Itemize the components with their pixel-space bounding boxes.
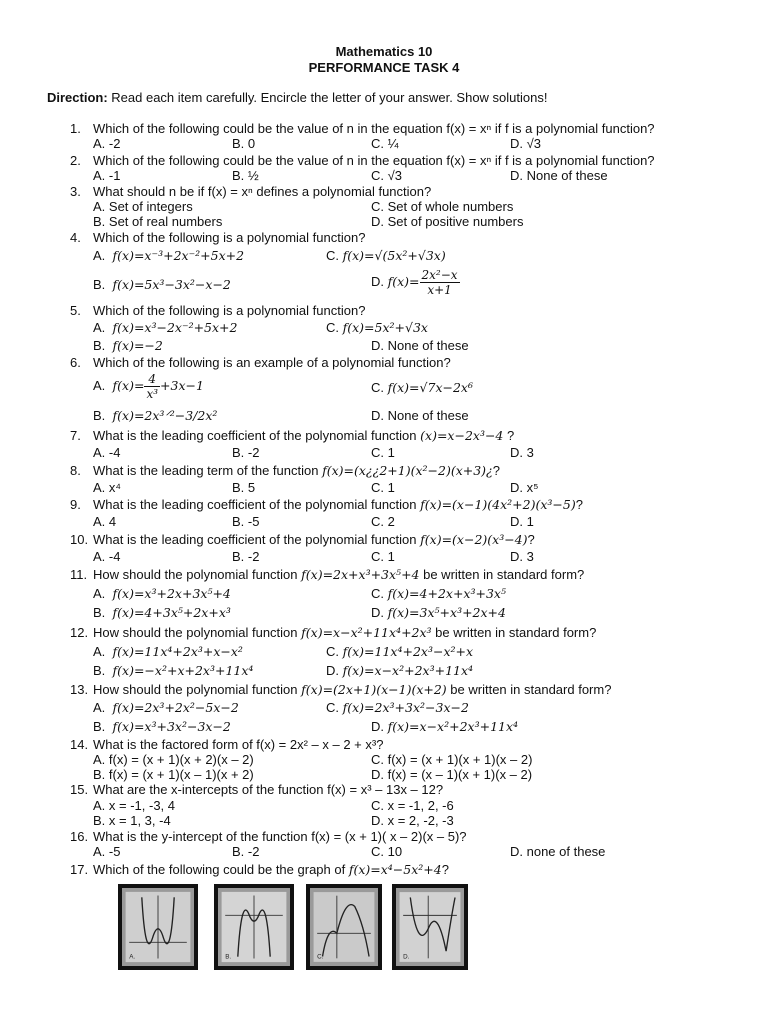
opt-expr: +3x−1 <box>160 377 204 393</box>
opt-expr: f(x)=x−x²+2x³+11x⁴ <box>342 663 474 678</box>
opt-expr: f(x)=4+2x+x³+3x⁵ <box>387 586 506 601</box>
option[interactable]: D. x⁵ <box>510 480 539 495</box>
option[interactable]: C. √3 <box>371 168 402 183</box>
option[interactable]: B. 0 <box>232 136 256 151</box>
option[interactable]: B. -2 <box>232 844 260 859</box>
q-number: 14. <box>70 737 89 752</box>
opt-expr: f(x)=5x³−3x²−x−2 <box>112 277 231 292</box>
q-number: 3. <box>70 184 81 199</box>
q-number: 13. <box>70 682 89 697</box>
q-text: How should the polynomial function <box>93 682 298 697</box>
header-line-1: Mathematics 10 <box>335 44 433 59</box>
option[interactable] <box>93 320 237 335</box>
question-3 <box>70 184 431 199</box>
option[interactable] <box>371 380 473 395</box>
option[interactable]: D. x = 2, -2, -3 <box>371 813 454 828</box>
graph-c-image <box>310 888 378 966</box>
option[interactable] <box>93 719 231 734</box>
question-14 <box>70 737 383 752</box>
q-number: 1. <box>70 121 81 136</box>
fraction <box>144 372 160 401</box>
option[interactable]: C. 2 <box>371 514 395 529</box>
option[interactable] <box>93 372 204 401</box>
q-function: f(x)=x−x²+11x⁴+2x³ <box>301 625 432 640</box>
opt-expr: f(x)=3x⁵+x³+2x+4 <box>387 605 506 620</box>
opt-expr: f(x)=−x²+x+2x³+11x⁴ <box>112 663 254 678</box>
option[interactable]: A. -2 <box>93 136 121 151</box>
option[interactable] <box>93 644 243 659</box>
opt-expr: f(x)=2x³+2x²−5x−2 <box>112 700 239 715</box>
q-number: 10. <box>70 532 89 547</box>
opt-expr: f(x)=11x⁴+2x³−x²+x <box>342 644 474 659</box>
opt-expr: f(x)= <box>387 273 420 289</box>
option[interactable]: A. Set of integers <box>93 199 193 214</box>
q-text: What are the x-intercepts of the function f(x) = x³ – 13x – 12? <box>93 782 444 797</box>
option[interactable]: C. 1 <box>371 480 395 495</box>
q-text: Which of the following is a polynomial function? <box>93 230 366 245</box>
question-6 <box>70 355 451 370</box>
q-tail: ? <box>575 497 583 512</box>
q-number: 4. <box>70 230 81 245</box>
option[interactable]: C. f(x) = (x + 1)(x + 1)(x – 2) <box>371 752 533 767</box>
opt-letter: B. <box>93 277 106 292</box>
option[interactable] <box>93 700 239 715</box>
q-tail: ? <box>527 532 535 547</box>
q-function: f(x)=(x¿¿2+1)(x²−2)(x+3)¿ <box>322 463 493 478</box>
opt-letter: A. <box>93 320 106 335</box>
opt-expr: f(x)=−2 <box>112 338 163 353</box>
opt-letter: D. <box>371 605 384 620</box>
q-number: 11. <box>70 567 88 582</box>
denominator: x+1 <box>427 283 452 297</box>
q-function: f(x)=(x−2)(x³−4) <box>420 532 528 547</box>
option[interactable]: B. 5 <box>232 480 256 495</box>
q-function: f(x)=2x+x³+3x⁵+4 <box>301 567 420 582</box>
opt-expr: f(x)=4+3x⁵+2x+x³ <box>112 605 231 620</box>
opt-letter: B. <box>93 719 106 734</box>
option[interactable]: B. Set of real numbers <box>93 214 223 229</box>
q-tail: be written in standard form? <box>431 625 597 640</box>
option[interactable] <box>326 248 446 263</box>
opt-expr: f(x)=2x³+3x²−3x−2 <box>342 700 469 715</box>
option[interactable]: A. 4 <box>93 514 117 529</box>
option[interactable]: B. f(x) = (x + 1)(x – 1)(x + 2) <box>93 767 254 782</box>
q-text: How should the polynomial function <box>93 567 298 582</box>
question-1 <box>70 121 655 136</box>
graph-label: D. <box>403 953 410 961</box>
question-8 <box>70 463 500 478</box>
numerator: 4 <box>144 372 160 387</box>
option[interactable]: A. x = -1, -3, 4 <box>93 798 176 813</box>
graph-label: C. <box>317 953 324 961</box>
opt-letter: B. <box>93 663 106 678</box>
option[interactable] <box>326 320 428 335</box>
opt-expr: f(x)=x³+3x²−3x−2 <box>112 719 231 734</box>
option[interactable]: C. ¼ <box>371 136 399 151</box>
opt-letter: C. <box>371 380 384 395</box>
option[interactable] <box>326 644 473 659</box>
opt-expr: f(x)=√7x−2x⁶ <box>387 380 473 395</box>
option[interactable] <box>371 605 506 620</box>
opt-letter: C. <box>371 586 384 601</box>
q-tail: be written in standard form? <box>446 682 612 697</box>
opt-expr: f(x)=x³−2x⁻²+5x+2 <box>112 320 238 335</box>
q-text: What is the leading term of the function <box>93 463 319 478</box>
option[interactable]: B. x = 1, 3, -4 <box>93 813 171 828</box>
graph-option-d[interactable] <box>392 884 468 970</box>
q-text: Which of the following could be the value of n in the equation f(x) = xⁿ if f is a polynomial function? <box>93 121 655 136</box>
option[interactable]: A. -1 <box>93 168 121 183</box>
option[interactable]: C. x = -1, 2, -6 <box>371 798 454 813</box>
option[interactable]: A. -4 <box>93 445 121 460</box>
opt-letter: C. <box>326 700 339 715</box>
option[interactable]: B. -2 <box>232 549 260 564</box>
direction-text: Read each item carefully. Encircle the letter of your answer. Show solutions! <box>107 90 548 105</box>
question-17 <box>70 862 449 877</box>
option[interactable] <box>93 605 231 620</box>
opt-expr: f(x)=11x⁴+2x³+x−x² <box>112 644 243 659</box>
opt-expr: f(x)=x−x²+2x³+11x⁴ <box>387 719 519 734</box>
graph-a-image <box>122 888 194 966</box>
opt-letter: D. <box>326 663 339 678</box>
option[interactable]: A. -5 <box>93 844 121 859</box>
q-number: 12. <box>70 625 89 640</box>
q-number: 15. <box>70 782 89 797</box>
option[interactable]: D. Set of positive numbers <box>371 214 524 229</box>
opt-letter: A. <box>93 644 106 659</box>
option[interactable]: D. 3 <box>510 549 534 564</box>
q-number: 6. <box>70 355 81 370</box>
graph-option-b[interactable] <box>214 884 294 970</box>
question-5 <box>70 303 365 318</box>
option[interactable] <box>371 719 518 734</box>
option[interactable]: D. √3 <box>510 136 541 151</box>
header-line-2: PERFORMANCE TASK 4 <box>308 60 460 75</box>
opt-letter: C. <box>326 320 339 335</box>
opt-letter: D. <box>371 273 384 289</box>
q-text: Which of the following is an example of a polynomial function? <box>93 355 451 370</box>
q-function: (x)=x−2x³−4 <box>420 428 504 443</box>
opt-expr: f(x)=x⁻³+2x⁻²+5x+2 <box>112 248 245 263</box>
q-function: f(x)=x⁴−5x²+4 <box>348 862 442 877</box>
graph-label: B. <box>225 953 232 961</box>
option[interactable] <box>371 586 506 601</box>
option[interactable]: D. 1 <box>510 514 534 529</box>
option[interactable] <box>93 338 163 353</box>
question-11 <box>70 567 584 582</box>
q-text: How should the polynomial function <box>93 625 298 640</box>
opt-letter: A. <box>93 377 106 393</box>
graph-label: A. <box>129 953 136 961</box>
option[interactable] <box>326 700 469 715</box>
option[interactable] <box>93 277 231 292</box>
q-tail: ? <box>492 463 500 478</box>
q-number: 16. <box>70 829 89 844</box>
q-number: 2. <box>70 153 81 168</box>
q-text: What is the leading coefficient of the polynomial function <box>93 428 417 443</box>
graph-option-a[interactable] <box>118 884 198 970</box>
option[interactable]: A. f(x) = (x + 1)(x + 2)(x – 2) <box>93 752 254 767</box>
option[interactable]: D. None of these <box>510 168 608 183</box>
q-number: 9. <box>70 497 81 512</box>
option[interactable]: B. -5 <box>232 514 260 529</box>
question-9 <box>70 497 583 512</box>
option[interactable]: C. Set of whole numbers <box>371 199 514 214</box>
fraction <box>420 268 460 297</box>
q-number: 7. <box>70 428 81 443</box>
q-text: What should n be if f(x) = xⁿ defines a polynomial function? <box>93 184 432 199</box>
question-16 <box>70 829 467 844</box>
opt-expr: f(x)=x³+2x+3x⁵+4 <box>112 586 231 601</box>
option[interactable]: D. None of these <box>371 338 469 353</box>
opt-letter: A. <box>93 700 106 715</box>
opt-expr: f(x)=2x³ᐟ²−3/2x² <box>112 408 218 423</box>
opt-letter: C. <box>326 248 339 263</box>
option[interactable]: C. 1 <box>371 549 395 564</box>
option[interactable]: B. ½ <box>232 168 259 183</box>
question-15 <box>70 782 443 797</box>
q-text: What is the leading coefficient of the polynomial function <box>93 497 417 512</box>
option[interactable] <box>326 663 473 678</box>
option[interactable]: D. None of these <box>371 408 469 423</box>
opt-letter: B. <box>93 338 106 353</box>
question-7 <box>70 428 514 443</box>
opt-letter: D. <box>371 719 384 734</box>
q-function: f(x)=(2x+1)(x−1)(x+2) <box>301 682 447 697</box>
option[interactable]: D. 3 <box>510 445 534 460</box>
option[interactable]: D. f(x) = (x – 1)(x + 1)(x – 2) <box>371 767 533 782</box>
option[interactable] <box>371 268 460 297</box>
question-10 <box>70 532 535 547</box>
opt-expr: f(x)=√(5x²+√3x) <box>342 248 446 263</box>
question-13 <box>70 682 611 697</box>
direction-label: Direction: <box>47 90 108 105</box>
option[interactable]: B. -2 <box>232 445 260 460</box>
q-number: 17. <box>70 862 89 877</box>
opt-letter: A. <box>93 248 106 263</box>
opt-letter: A. <box>93 586 106 601</box>
option[interactable]: D. none of these <box>510 844 606 859</box>
opt-letter: B. <box>93 605 106 620</box>
opt-expr: f(x)= <box>112 377 145 393</box>
question-4 <box>70 230 365 245</box>
denominator: x³ <box>146 387 159 401</box>
q-tail: ? <box>503 428 515 443</box>
option[interactable]: A. -4 <box>93 549 121 564</box>
option[interactable]: C. 10 <box>371 844 403 859</box>
question-2 <box>70 153 655 168</box>
q-text: What is the y-intercept of the function f(x) = (x + 1)( x – 2)(x – 5)? <box>93 829 467 844</box>
q-text: What is the factored form of f(x) = 2x² – x – 2 + x³? <box>93 737 384 752</box>
q-text: What is the leading coefficient of the polynomial function <box>93 532 417 547</box>
q-tail: ? <box>441 862 449 877</box>
q-function: f(x)=(x−1)(4x²+2)(x³−5) <box>420 497 576 512</box>
q-tail: be written in standard form? <box>419 567 585 582</box>
q-number: 8. <box>70 463 81 478</box>
option[interactable] <box>93 663 253 678</box>
question-12 <box>70 625 596 640</box>
opt-letter: C. <box>326 644 339 659</box>
direction <box>47 90 547 105</box>
option[interactable] <box>93 408 217 423</box>
graph-d-image <box>396 888 464 966</box>
option[interactable]: A. x⁴ <box>93 480 121 495</box>
numerator: 2x²−x <box>421 268 458 282</box>
opt-letter: B. <box>93 408 106 423</box>
opt-expr: f(x)=5x²+√3x <box>342 320 428 335</box>
graph-b-image <box>218 888 290 966</box>
q-text: Which of the following is a polynomial function? <box>93 303 366 318</box>
option[interactable] <box>93 248 244 263</box>
q-text: Which of the following could be the value of n in the equation f(x) = xⁿ if f is a polynomial function? <box>93 153 655 168</box>
q-number: 5. <box>70 303 81 318</box>
q-text: Which of the following could be the graph of <box>93 862 346 877</box>
graph-option-c[interactable] <box>306 884 382 970</box>
option[interactable] <box>93 586 231 601</box>
option[interactable]: C. 1 <box>371 445 395 460</box>
